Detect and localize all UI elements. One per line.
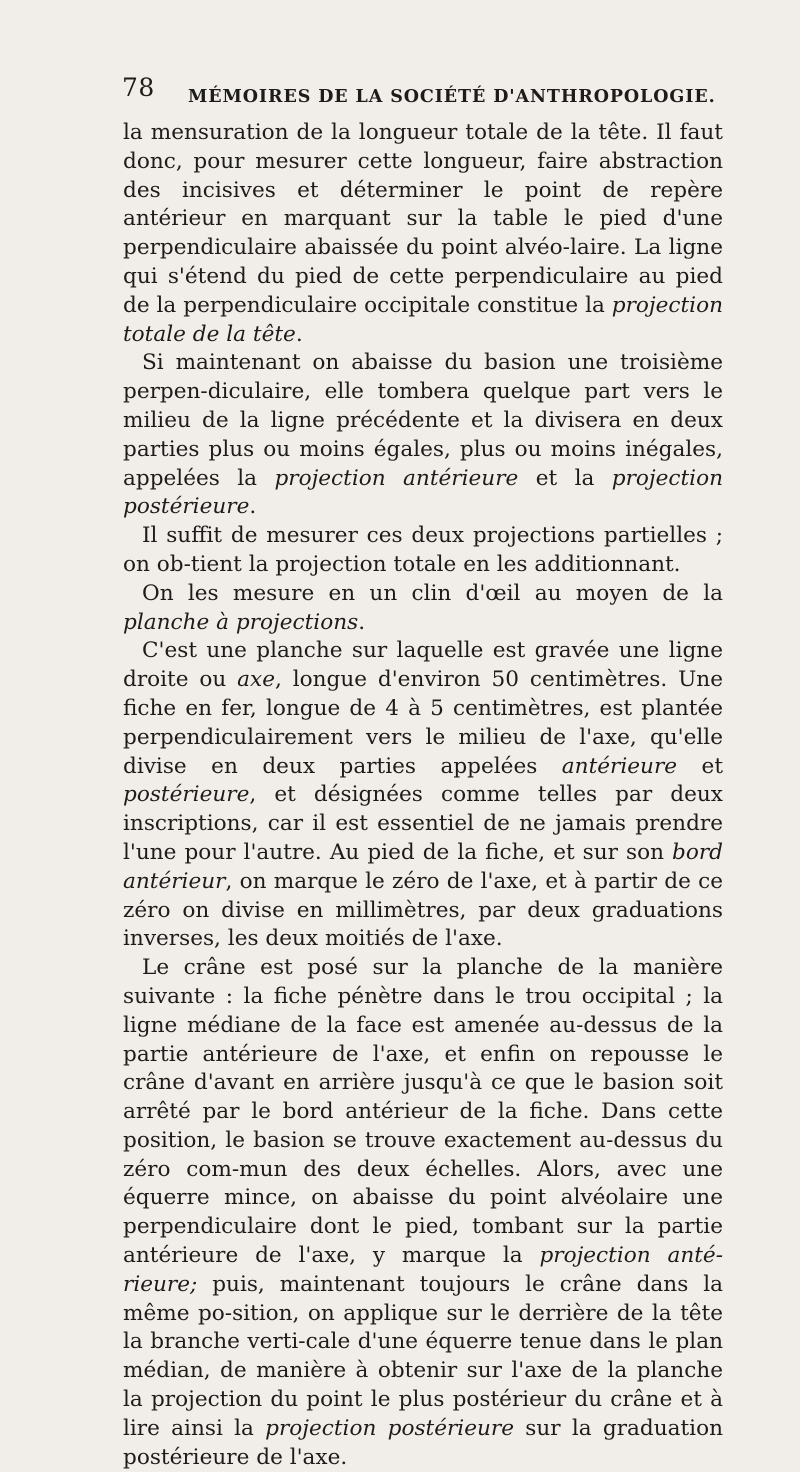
emphasis-posterieure: postérieure — [123, 782, 250, 808]
body-text — [123, 119, 723, 1472]
emphasis-projection-anterieure-2: projection anté-rieure; — [123, 1243, 723, 1297]
emphasis-planche: planche à projections — [123, 609, 359, 635]
emphasis-bord-anterieur: bord antérieur — [123, 839, 723, 894]
emphasis-projection-totale: projection totale de la tête — [123, 292, 723, 347]
emphasis-axe: axe — [237, 667, 275, 693]
paragraph-4: On les mesure en un clin d'œil au moyen de la planche à projections. — [123, 580, 723, 635]
paragraph-2: Si maintenant on abaisse du basion une troisième perpen-diculaire, elle tombera quelque part vers le milieu de la ligne précédente et la divisera en deux parties plus ou moins égales, plus ou moins inégales, appelées la projection antérieure et la projection postérieure. — [123, 350, 723, 520]
running-head: MÉMOIRES DE LA SOCIÉTÉ D'ANTHROPOLOGIE. — [188, 87, 716, 107]
paragraph-6: Le crâne est posé sur la planche de la manière suivante : la fiche pénètre dans le trou occipital ; la ligne médiane de la face est amenée au-dessus de la partie antérieure de l'axe, et enfin on repousse le crâne d'avant en arrière jusqu'à ce que le basion soit arrêté par le bord antérieur de la fiche. Dans cette position, le basion se trouve exactement au-dessus du zéro com-mun des deux échelles. Alors, avec une équerre mince, on abaisse du point alvéolaire une perpendiculaire dont le pied, tombant sur la partie antérieure de l'axe, y marque la projection anté-rieure; puis, maintenant toujours le crâne dans la même po-sition, on applique sur le derrière de la tête la branche verti-cale d'une équerre tenue dans le plan médian, de manière à obtenir sur l'axe de la planche la projection du point le plus postérieur du crâne et à lire ainsi la projection postérieure sur la graduation postérieure de l'axe. — [123, 955, 723, 1470]
paragraph-3: Il suffit de mesurer ces deux projections partielles ; on ob-tient la projection totale en les additionnant. — [123, 523, 723, 577]
emphasis-projection-anterieure: projection antérieure — [274, 465, 519, 491]
emphasis-projection-posterieure: projection postérieure — [123, 465, 723, 520]
emphasis-anterieure: antérieure — [561, 753, 678, 779]
emphasis-projection-posterieure-2: projection postérieure — [265, 1415, 514, 1441]
paragraph-1: la mensuration de la longueur totale de la tête. Il faut donc, pour mesurer cette longueur, faire abstraction des incisives et déterminer le point de repère antérieur en marquant sur la table le pied d'une perpendiculaire abaissée du point alvéo-laire. La ligne qui s'étend du pied de cette perpendiculaire au pied de la perpendiculaire occipitale constitue la projection totale de la tête. — [123, 120, 723, 347]
page-number: 78 — [122, 73, 155, 102]
paragraph-5: C'est une planche sur laquelle est gravée une ligne droite ou axe, longue d'environ 50 centimètres. Une fiche en fer, longue de 4 à 5 centimètres, est plantée perpendiculairement vers le milieu de l'axe, qu'elle divise en deux parties appelées antérieure et postérieure, et désignées comme telles par deux inscriptions, car il est essentiel de ne jamais prendre l'une pour l'autre. Au pied de la fiche, et sur son bord antérieur, on marque le zéro de l'axe, et à partir de ce zéro on divise en millimètres, par deux graduations inverses, les deux moitiés de l'axe. — [123, 638, 724, 952]
